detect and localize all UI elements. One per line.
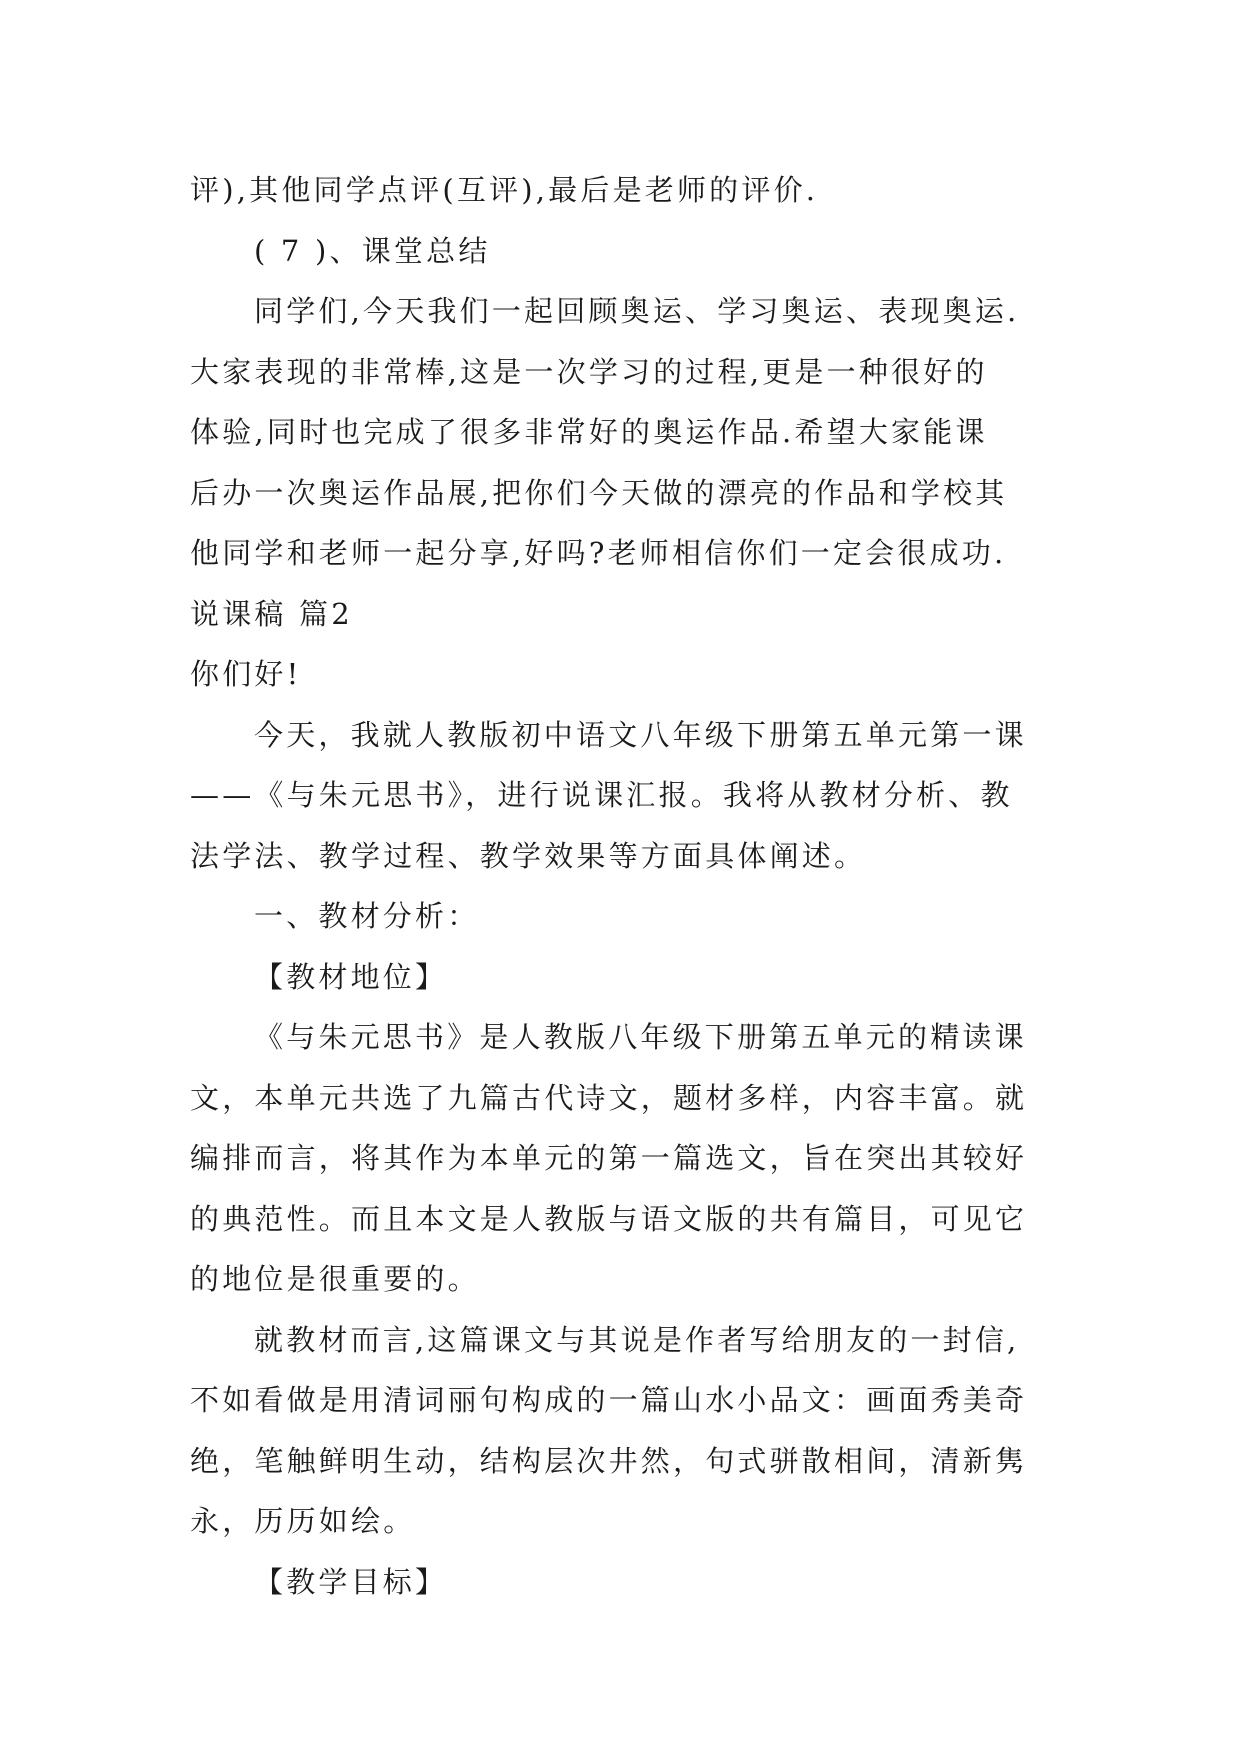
text-line: 的典范性。而且本文是人教版与语文版的共有篇目，可见它 [190,1201,1028,1236]
text-line: 编排而言，将其作为本单元的第一篇选文，旨在突出其较好 [190,1141,1028,1175]
text-line: 同学们,今天我们一起回顾奥运、学习奥运、表现奥运. [254,294,1020,328]
text-line: 后办一次奥运作品展,把你们今天做的漂亮的作品和学校其 [190,475,1008,510]
text-line: 永，历历如绘。 [190,1504,416,1538]
text-line: 就教材而言,这篇课文与其说是作者写给朋友的一封信, [254,1322,1020,1357]
document-body [190,160,1060,1612]
text-line: 的地位是很重要的。 [190,1262,480,1296]
section-heading: ( 7 )、课堂总结 [254,233,491,268]
text-line: 不如看做是用清词丽句构成的一篇山水小品文：画面秀美奇 [190,1383,1028,1417]
text-line: 他同学和老师一起分享,好吗?老师相信你们一定会很成功. [190,536,1007,570]
text-line: 大家表现的非常棒,这是一次学习的过程,更是一种很好的 [190,354,988,389]
text-line: 法学法、教学过程、教学效果等方面具体阐述。 [190,838,867,873]
text-line: 文，本单元共选了九篇古代诗文，题材多样，内容丰富。就 [190,1080,1028,1115]
text-line: 体验,同时也完成了很多非常好的奥运作品.希望大家能课 [190,415,988,449]
greeting: 你们好! [190,657,302,691]
chapter-title: 说课稿 篇2 [190,596,353,631]
text-line: 绝，笔触鲜明生动，结构层次井然，句式骈散相间，清新隽 [190,1443,1028,1478]
text-line: 评),其他同学点评(互评),最后是老师的评价. [190,173,819,207]
text-line: 今天，我就人教版初中语文八年级下册第五单元第一课 [254,717,1027,752]
subsection-heading: 【教学目标】 [254,1564,448,1599]
text-line: 《与朱元思书》是人教版八年级下册第五单元的精读课 [254,1020,1027,1054]
text-line: ——《与朱元思书》，进行说课汇报。我将从教材分析、教 [190,778,1013,812]
subsection-heading: 【教材地位】 [254,959,448,994]
section-heading: 一、教材分析： [254,899,480,933]
